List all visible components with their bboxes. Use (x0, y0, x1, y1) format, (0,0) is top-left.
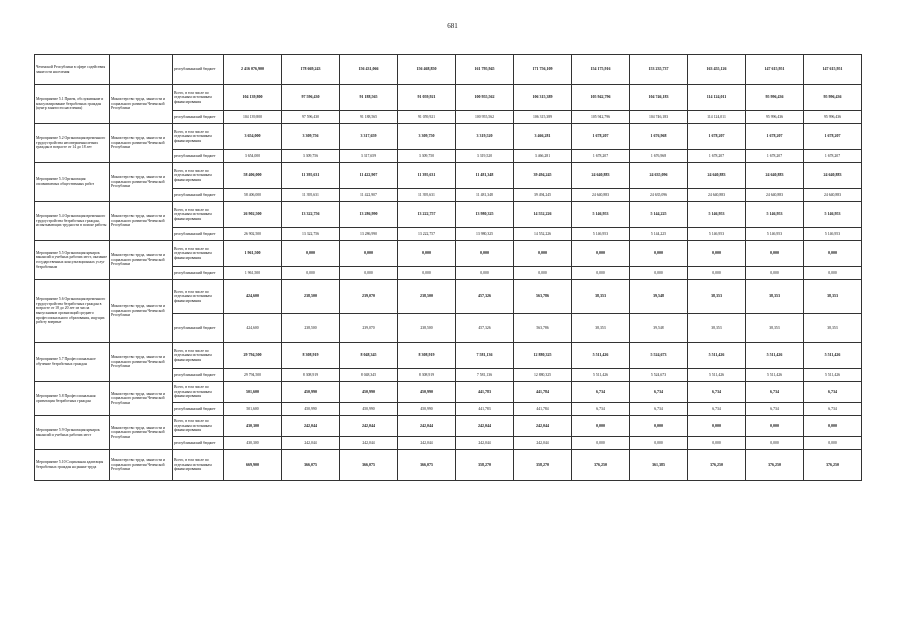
amount-cell: 100 955,562 (456, 111, 514, 124)
amount-cell: 1 961,500 (224, 267, 282, 280)
amount-cell: 242,044 (456, 416, 514, 437)
amount-cell: 39 494,245 (514, 163, 572, 189)
funding-source-cell: Всего, в том числе по отдельным источникам финансирования (173, 416, 224, 437)
amount-cell: 11 395,631 (398, 189, 456, 202)
amount-cell: 0,000 (804, 416, 862, 437)
amount-cell: 147 615,951 (746, 55, 804, 85)
amount-cell: 104 139,800 (224, 111, 282, 124)
amount-cell: 14 552,226 (514, 202, 572, 228)
responsible-org-cell: Министерство труда, занятости и социального развития Чеченской Республики (110, 450, 173, 481)
amount-cell: 7 581,136 (456, 369, 514, 382)
table-row (35, 280, 862, 314)
table-row (35, 124, 862, 150)
amount-cell: 366,075 (340, 450, 398, 481)
amount-cell: 6,734 (746, 403, 804, 416)
amount-cell: 95 996,436 (746, 85, 804, 111)
amount-cell: 13 222,757 (398, 228, 456, 241)
amount-cell: 5 146,953 (688, 228, 746, 241)
amount-cell: 12 880,325 (514, 343, 572, 369)
amount-cell: 7 581,136 (456, 343, 514, 369)
amount-cell: 242,044 (282, 416, 340, 437)
funding-source-cell: республиканский бюджет (173, 55, 224, 85)
amount-cell: 242,044 (282, 437, 340, 450)
funding-source-cell: республиканский бюджет (173, 437, 224, 450)
amount-cell: 147 615,951 (804, 55, 862, 85)
amount-cell: 0,000 (340, 267, 398, 280)
amount-cell: 0,000 (630, 241, 688, 267)
amount-cell: 6,734 (630, 403, 688, 416)
amount-cell: 13 980,325 (456, 202, 514, 228)
amount-cell: 5 511,426 (688, 343, 746, 369)
amount-cell: 38,353 (746, 280, 804, 314)
activity-name-cell: Мероприятие 5.9 Организация ярмарок вакансий и учебных рабочих мест (35, 416, 110, 450)
amount-cell: 3 309,756 (282, 124, 340, 150)
amount-cell: 3 654,000 (224, 124, 282, 150)
amount-cell: 5 146,953 (746, 228, 804, 241)
responsible-org-cell: Министерство труда, занятости и социального развития Чеченской Республики (110, 241, 173, 280)
responsible-org-cell: Министерство труда, занятости и социального развития Чеченской Республики (110, 124, 173, 163)
amount-cell: 104 746,183 (630, 85, 688, 111)
amount-cell: 238,500 (398, 280, 456, 314)
amount-cell: 13 222,757 (398, 202, 456, 228)
amount-cell: 11 395,631 (398, 163, 456, 189)
amount-cell: 0,000 (456, 267, 514, 280)
activity-name-cell: Мероприятие 5.1 Прием, обслуживание и консультирование безработных граждан (центр занятости населения) (35, 85, 110, 124)
amount-cell: 1 678,207 (746, 150, 804, 163)
amount-cell: 24 640,883 (688, 163, 746, 189)
amount-cell: 1 676,968 (630, 150, 688, 163)
amount-cell: 161 795,945 (456, 55, 514, 85)
responsible-org-cell: Министерство труда, занятости и социального развития Чеченской Республики (110, 163, 173, 202)
amount-cell: 501,600 (224, 403, 282, 416)
amount-cell: 114 124,011 (688, 111, 746, 124)
amount-cell: 242,044 (514, 416, 572, 437)
table-row (35, 163, 862, 189)
amount-cell: 11 422,907 (340, 163, 398, 189)
amount-cell: 242,044 (340, 437, 398, 450)
amount-cell: 441,783 (456, 403, 514, 416)
amount-cell: 5 511,426 (688, 369, 746, 382)
amount-cell: 242,044 (398, 416, 456, 437)
amount-cell: 450,990 (282, 382, 340, 403)
amount-cell: 163 455,126 (688, 55, 746, 85)
amount-cell: 91 188,565 (340, 111, 398, 124)
budget-table (34, 54, 862, 481)
amount-cell: 457,326 (456, 280, 514, 314)
amount-cell: 6,734 (572, 382, 630, 403)
amount-cell: 0,000 (572, 416, 630, 437)
amount-cell: 5 511,426 (804, 343, 862, 369)
activity-name-cell: Мероприятие 5.4 Организация временного трудоустройства безработных граждан, испытывающих трудности в поиске работы (35, 202, 110, 241)
amount-cell: 95 996,436 (804, 111, 862, 124)
amount-cell: 29 794,500 (224, 343, 282, 369)
amount-cell: 0,000 (514, 241, 572, 267)
amount-cell: 95 996,436 (804, 85, 862, 111)
table-row (35, 343, 862, 369)
amount-cell: 5 146,953 (572, 202, 630, 228)
responsible-org-cell: Министерство труда, занятости и социального развития Чеченской Республики (110, 382, 173, 416)
amount-cell: 0,000 (804, 437, 862, 450)
funding-source-cell: республиканский бюджет (173, 150, 224, 163)
table-row (35, 416, 862, 437)
amount-cell: 242,044 (456, 437, 514, 450)
amount-cell: 0,000 (688, 267, 746, 280)
amount-cell: 91 188,565 (340, 85, 398, 111)
amount-cell: 0,000 (746, 241, 804, 267)
amount-cell: 501,600 (224, 382, 282, 403)
amount-cell: 441,784 (514, 382, 572, 403)
amount-cell: 6,734 (688, 403, 746, 416)
amount-cell: 3 466,281 (514, 150, 572, 163)
amount-cell: 242,044 (398, 437, 456, 450)
amount-cell: 26 902,500 (224, 228, 282, 241)
responsible-org-cell: Министерство труда, занятости и социального развития Чеченской Республики (110, 416, 173, 450)
amount-cell: 1 678,207 (572, 124, 630, 150)
amount-cell: 8 308,919 (398, 369, 456, 382)
responsible-org-cell: Министерство труда, занятости и социального развития Чеченской Республики (110, 85, 173, 124)
amount-cell: 6,734 (804, 403, 862, 416)
amount-cell: 0,000 (572, 241, 630, 267)
amount-cell: 5 146,953 (746, 202, 804, 228)
funding-source-cell: республиканский бюджет (173, 267, 224, 280)
amount-cell: 104 746,183 (630, 111, 688, 124)
amount-cell: 1 961,500 (224, 241, 282, 267)
amount-cell: 38,353 (804, 280, 862, 314)
amount-cell: 358,270 (456, 450, 514, 481)
table-row (35, 450, 862, 481)
amount-cell: 13 286,990 (340, 228, 398, 241)
amount-cell: 0,000 (340, 241, 398, 267)
responsible-org-cell (110, 55, 173, 85)
amount-cell: 366,075 (398, 450, 456, 481)
amount-cell: 0,000 (746, 416, 804, 437)
amount-cell: 38,353 (688, 314, 746, 343)
amount-cell: 361,385 (630, 450, 688, 481)
amount-cell: 3 654,000 (224, 150, 282, 163)
amount-cell: 0,000 (514, 267, 572, 280)
amount-cell: 450,990 (340, 403, 398, 416)
funding-source-cell: Всего, в том числе по отдельным источникам финансирования (173, 280, 224, 314)
responsible-org-cell: Министерство труда, занятости и социального развития Чеченской Республики (110, 343, 173, 382)
funding-source-cell: Всего, в том числе по отдельным источникам финансирования (173, 163, 224, 189)
amount-cell: 5 524,673 (630, 369, 688, 382)
funding-source-cell: республиканский бюджет (173, 369, 224, 382)
amount-cell: 29 794,500 (224, 369, 282, 382)
amount-cell: 1 678,207 (688, 124, 746, 150)
amount-cell: 24 640,883 (746, 163, 804, 189)
amount-cell: 239,070 (340, 314, 398, 343)
amount-cell: 242,044 (514, 437, 572, 450)
amount-cell: 8 048,345 (340, 343, 398, 369)
amount-cell: 563,786 (514, 314, 572, 343)
amount-cell: 39,548 (630, 280, 688, 314)
funding-source-cell: республиканский бюджет (173, 228, 224, 241)
amount-cell: 0,000 (630, 416, 688, 437)
amount-cell: 8 308,919 (282, 343, 340, 369)
amount-cell: 13 286,990 (340, 202, 398, 228)
amount-cell: 0,000 (688, 241, 746, 267)
amount-cell: 376,250 (572, 450, 630, 481)
amount-cell: 13 322,756 (282, 202, 340, 228)
amount-cell: 0,000 (746, 437, 804, 450)
amount-cell: 0,000 (456, 241, 514, 267)
funding-source-cell: Всего, в том числе по отдельным источникам финансирования (173, 241, 224, 267)
amount-cell: 106 315,389 (514, 85, 572, 111)
amount-cell: 0,000 (804, 267, 862, 280)
amount-cell: 3 319,520 (456, 150, 514, 163)
amount-cell: 156 468,850 (398, 55, 456, 85)
amount-cell: 156 431,066 (340, 55, 398, 85)
amount-cell: 430,300 (224, 437, 282, 450)
amount-cell: 5 524,673 (630, 343, 688, 369)
funding-source-cell: республиканский бюджет (173, 314, 224, 343)
amount-cell: 5 511,426 (572, 343, 630, 369)
activity-name-cell: Чеченской Республики в сфере содействия занятости населения (35, 55, 110, 85)
amount-cell: 91 059,921 (398, 111, 456, 124)
amount-cell: 3 317,659 (340, 150, 398, 163)
funding-source-cell: Всего, в том числе по отдельным источникам финансирования (173, 382, 224, 403)
amount-cell: 3 317,659 (340, 124, 398, 150)
funding-source-cell: Всего, в том числе по отдельным источникам финансирования (173, 202, 224, 228)
amount-cell: 441,783 (456, 382, 514, 403)
amount-cell: 97 596,430 (282, 85, 340, 111)
amount-cell: 5 511,426 (746, 343, 804, 369)
amount-cell: 0,000 (630, 267, 688, 280)
amount-cell: 450,990 (398, 382, 456, 403)
amount-cell: 6,734 (630, 382, 688, 403)
page-number: 681 (447, 22, 458, 30)
amount-cell: 1 678,207 (688, 150, 746, 163)
amount-cell: 8 308,919 (282, 369, 340, 382)
amount-cell: 1 678,207 (746, 124, 804, 150)
amount-cell: 58 406,000 (224, 189, 282, 202)
amount-cell: 178 669,243 (282, 55, 340, 85)
amount-cell: 11 481,348 (456, 163, 514, 189)
amount-cell: 26 902,500 (224, 202, 282, 228)
amount-cell: 106 315,389 (514, 111, 572, 124)
amount-cell: 5 146,953 (572, 228, 630, 241)
activity-name-cell: Мероприятие 5.3 Организация оплачиваемых общественных работ (35, 163, 110, 202)
amount-cell: 457,326 (456, 314, 514, 343)
funding-source-cell: республиканский бюджет (173, 189, 224, 202)
amount-cell: 24 640,883 (804, 189, 862, 202)
amount-cell: 3 309,750 (398, 124, 456, 150)
amount-cell: 450,990 (340, 382, 398, 403)
amount-cell: 5 511,426 (804, 369, 862, 382)
funding-source-cell: Всего, в том числе по отдельным источникам финансирования (173, 343, 224, 369)
amount-cell: 450,990 (282, 403, 340, 416)
amount-cell: 3 466,281 (514, 124, 572, 150)
amount-cell: 105 942,796 (572, 85, 630, 111)
activity-name-cell: Мероприятие 5.8 Профессиональная ориентация безработных граждан (35, 382, 110, 416)
amount-cell: 5 144,225 (630, 202, 688, 228)
amount-cell: 366,075 (282, 450, 340, 481)
amount-cell: 5 146,953 (804, 228, 862, 241)
amount-cell: 105 942,796 (572, 111, 630, 124)
amount-cell: 24 635,096 (630, 189, 688, 202)
amount-cell: 97 596,430 (282, 111, 340, 124)
amount-cell: 430,300 (224, 416, 282, 437)
amount-cell: 13 980,325 (456, 228, 514, 241)
activity-name-cell: Мероприятие 5.6 Организация временного трудоустройства безработных граждан в возрасте от 18 до 20 лет из числа выпускников организаций среднего профессионального образования, ищущих работу впервые (35, 280, 110, 343)
amount-cell: 38,353 (804, 314, 862, 343)
table-row (35, 241, 862, 267)
table-row (35, 85, 862, 111)
amount-cell: 11 395,631 (282, 189, 340, 202)
amount-cell: 39,548 (630, 314, 688, 343)
funding-source-cell: Всего, в том числе по отдельным источникам финансирования (173, 124, 224, 150)
amount-cell: 38,353 (572, 314, 630, 343)
amount-cell: 441,784 (514, 403, 572, 416)
activity-name-cell: Мероприятие 5.2 Организация временного трудоустройства несовершеннолетних граждан в возрасте от 14 до 18 лет (35, 124, 110, 163)
amount-cell: 38,353 (572, 280, 630, 314)
amount-cell: 39 494,245 (514, 189, 572, 202)
amount-cell: 669,900 (224, 450, 282, 481)
amount-cell: 3 309,756 (282, 150, 340, 163)
amount-cell: 238,500 (282, 314, 340, 343)
amount-cell: 14 552,226 (514, 228, 572, 241)
amount-cell: 242,044 (340, 416, 398, 437)
responsible-org-cell: Министерство труда, занятости и социального развития Чеченской Республики (110, 202, 173, 241)
funding-source-cell: Всего, в том числе по отдельным источникам финансирования (173, 450, 224, 481)
amount-cell: 0,000 (398, 241, 456, 267)
activity-name-cell: Мероприятие 5.5 Организация ярмарок вакансий и учебных рабочих мест, оказание государственных консультационных услуг безработным (35, 241, 110, 280)
amount-cell: 153 235,737 (630, 55, 688, 85)
amount-cell: 358,270 (514, 450, 572, 481)
funding-source-cell: республиканский бюджет (173, 111, 224, 124)
amount-cell: 0,000 (688, 416, 746, 437)
amount-cell: 6,734 (572, 403, 630, 416)
funding-source-cell: Всего, в том числе по отдельным источникам финансирования (173, 85, 224, 111)
amount-cell: 239,070 (340, 280, 398, 314)
amount-cell: 1 676,968 (630, 124, 688, 150)
table-row (35, 202, 862, 228)
amount-cell: 424,600 (224, 280, 282, 314)
amount-cell: 11 422,907 (340, 189, 398, 202)
amount-cell: 376,250 (746, 450, 804, 481)
amount-cell: 114 124,011 (688, 85, 746, 111)
amount-cell: 38,353 (746, 314, 804, 343)
amount-cell: 24 640,883 (572, 163, 630, 189)
amount-cell: 100 955,562 (456, 85, 514, 111)
amount-cell: 5 144,225 (630, 228, 688, 241)
amount-cell: 450,990 (398, 403, 456, 416)
amount-cell: 12 880,325 (514, 369, 572, 382)
amount-cell: 5 146,953 (804, 202, 862, 228)
amount-cell: 0,000 (572, 437, 630, 450)
responsible-org-cell: Министерство труда, занятости и социального развития Чеченской Республики (110, 280, 173, 343)
amount-cell: 11 395,631 (282, 163, 340, 189)
amount-cell: 3 319,520 (456, 124, 514, 150)
amount-cell: 5 511,426 (572, 369, 630, 382)
amount-cell: 6,734 (746, 382, 804, 403)
amount-cell: 424,600 (224, 314, 282, 343)
amount-cell: 1 678,207 (804, 150, 862, 163)
amount-cell: 24 635,096 (630, 163, 688, 189)
amount-cell: 2 416 076,900 (224, 55, 282, 85)
amount-cell: 171 756,109 (514, 55, 572, 85)
amount-cell: 24 640,883 (804, 163, 862, 189)
funding-source-cell: республиканский бюджет (173, 403, 224, 416)
amount-cell: 104 139,800 (224, 85, 282, 111)
amount-cell: 11 481,348 (456, 189, 514, 202)
table-row (35, 55, 862, 85)
amount-cell: 24 640,883 (746, 189, 804, 202)
amount-cell: 0,000 (746, 267, 804, 280)
amount-cell: 6,734 (688, 382, 746, 403)
amount-cell: 5 511,426 (746, 369, 804, 382)
amount-cell: 38,353 (688, 280, 746, 314)
amount-cell: 13 322,756 (282, 228, 340, 241)
amount-cell: 24 640,883 (688, 189, 746, 202)
amount-cell: 376,250 (688, 450, 746, 481)
amount-cell: 0,000 (282, 267, 340, 280)
activity-name-cell: Мероприятие 5.10 Социальная адаптация безработных граждан на рынке труда (35, 450, 110, 481)
amount-cell: 0,000 (282, 241, 340, 267)
amount-cell: 5 146,953 (688, 202, 746, 228)
amount-cell: 58 406,000 (224, 163, 282, 189)
amount-cell: 95 996,436 (746, 111, 804, 124)
amount-cell: 8 048,345 (340, 369, 398, 382)
amount-cell: 0,000 (688, 437, 746, 450)
amount-cell: 91 059,921 (398, 85, 456, 111)
amount-cell: 154 175,916 (572, 55, 630, 85)
amount-cell: 6,734 (804, 382, 862, 403)
amount-cell: 0,000 (630, 437, 688, 450)
amount-cell: 0,000 (572, 267, 630, 280)
table-row (35, 382, 862, 403)
amount-cell: 3 309,750 (398, 150, 456, 163)
amount-cell: 1 678,207 (804, 124, 862, 150)
amount-cell: 376,250 (804, 450, 862, 481)
amount-cell: 0,000 (398, 267, 456, 280)
amount-cell: 8 308,919 (398, 343, 456, 369)
amount-cell: 0,000 (804, 241, 862, 267)
amount-cell: 238,500 (282, 280, 340, 314)
amount-cell: 238,500 (398, 314, 456, 343)
activity-name-cell: Мероприятие 5.7 Профессиональное обучение безработных граждан (35, 343, 110, 382)
amount-cell: 1 678,207 (572, 150, 630, 163)
amount-cell: 24 640,883 (572, 189, 630, 202)
amount-cell: 563,786 (514, 280, 572, 314)
